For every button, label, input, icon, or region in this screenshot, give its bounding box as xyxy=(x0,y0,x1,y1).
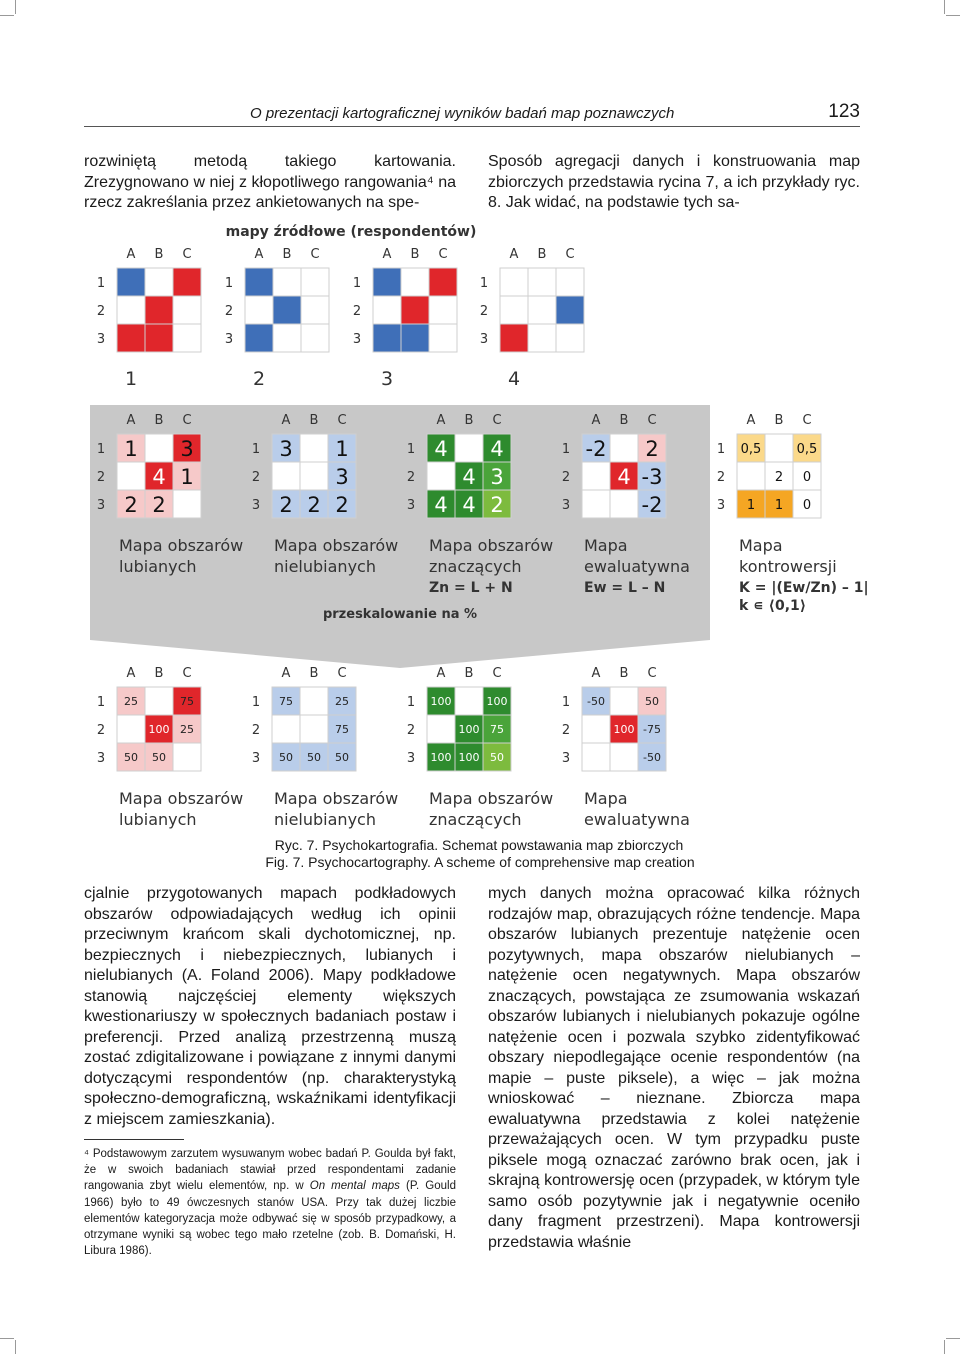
top-left-text: rozwiniętą metodą takiego kartowania. Zrezygnowano w niej z kłopotliwego rangowania⁴ na rzecz zakreślania przez ankietowanych na spe- xyxy=(84,153,456,211)
source-map-cell xyxy=(401,296,429,324)
aggregate-map-col-letter: A xyxy=(126,413,136,428)
aggregate-value: 2 xyxy=(279,493,293,517)
aggregate-value: 2 xyxy=(774,470,784,485)
percent-map-row-number: 3 xyxy=(561,751,571,766)
source-map-row-number: 3 xyxy=(352,332,362,347)
percent-value: 50 xyxy=(124,751,138,764)
aggregate-value: 2 xyxy=(645,437,659,461)
source-map-row-number: 2 xyxy=(352,304,362,319)
aggregate-map-col-letter: B xyxy=(619,413,629,428)
aggregate-value: 4 xyxy=(617,465,631,489)
percent-map-cell xyxy=(582,715,610,743)
percent-label: znaczących xyxy=(429,810,522,829)
aggregate-map-col-letter: A xyxy=(281,413,291,428)
percent-value: -50 xyxy=(643,751,661,764)
page-number: 123 xyxy=(828,101,860,122)
aggregate-map-cell xyxy=(272,462,300,490)
aggregate-map-cell xyxy=(582,490,610,518)
aggregate-map-row-number: 1 xyxy=(561,442,571,457)
percent-value: 75 xyxy=(335,723,349,736)
percent-map-col-letter: B xyxy=(154,666,164,681)
percent-map-cell xyxy=(427,715,455,743)
aggregate-map-row-number: 3 xyxy=(251,498,261,513)
source-map-cell xyxy=(273,296,301,324)
aggregate-value: 2 xyxy=(152,493,166,517)
source-map-row-number: 2 xyxy=(96,304,106,319)
aggregate-formula: k ∊ ⟨0,1⟩ xyxy=(739,598,807,614)
percent-map-cell xyxy=(582,743,610,771)
footnote-italic-title: On mental maps xyxy=(309,1180,400,1193)
aggregate-value: 1 xyxy=(335,437,349,461)
percent-value: 50 xyxy=(490,751,504,764)
source-map-cell xyxy=(528,324,556,352)
aggregate-map-row-number: 1 xyxy=(716,442,726,457)
percent-map-cell xyxy=(300,687,328,715)
aggregate-label: Mapa obszarów xyxy=(274,536,399,555)
source-map-col-letter: A xyxy=(509,247,519,262)
aggregate-map-cell xyxy=(173,490,201,518)
percent-map-row-number: 2 xyxy=(406,723,416,738)
percent-value: -50 xyxy=(587,695,605,708)
aggregate-value: 4 xyxy=(434,493,448,517)
source-map-cell xyxy=(173,324,201,352)
percent-value: 50 xyxy=(152,751,166,764)
percent-map-col-letter: A xyxy=(436,666,446,681)
crop-mark xyxy=(946,1338,960,1339)
percent-map-col-letter: C xyxy=(492,666,502,681)
source-maps-title: mapy źródłowe (respondentów) xyxy=(225,224,477,240)
aggregate-value: 4 xyxy=(462,493,476,517)
rescale-label: przeskalowanie na % xyxy=(322,607,478,622)
percent-map-row-number: 3 xyxy=(96,751,106,766)
aggregate-map-row-number: 3 xyxy=(716,498,726,513)
aggregate-map-col-letter: A xyxy=(746,413,756,428)
source-map-cell xyxy=(301,268,329,296)
aggregate-map-cell xyxy=(765,434,793,462)
percent-map-row-number: 2 xyxy=(561,723,571,738)
percent-value: 100 xyxy=(458,723,480,736)
source-map-cell xyxy=(528,268,556,296)
source-map-cell xyxy=(429,268,457,296)
source-map-cell xyxy=(528,296,556,324)
aggregate-map-row-number: 1 xyxy=(251,442,261,457)
aggregate-map-row-number: 3 xyxy=(561,498,571,513)
respondent-number: 3 xyxy=(380,368,394,390)
source-map-cell xyxy=(145,324,173,352)
aggregate-map-row-number: 1 xyxy=(406,442,416,457)
source-map-cell xyxy=(429,324,457,352)
source-map-cell xyxy=(173,296,201,324)
source-map-row-number: 3 xyxy=(479,332,489,347)
aggregate-map-cell xyxy=(117,462,145,490)
percent-map-col-letter: B xyxy=(309,666,319,681)
aggregate-map-cell xyxy=(300,462,328,490)
aggregate-value: 1 xyxy=(774,498,784,513)
percent-value: 100 xyxy=(486,695,508,708)
source-map-col-letter: A xyxy=(382,247,392,262)
source-map-row-number: 1 xyxy=(479,276,489,291)
aggregate-value: 3 xyxy=(180,437,194,461)
aggregate-map-cell xyxy=(300,434,328,462)
percent-map-row-number: 2 xyxy=(251,723,261,738)
source-map-cell xyxy=(556,268,584,296)
source-map-row-number: 1 xyxy=(224,276,234,291)
percent-map-col-letter: B xyxy=(619,666,629,681)
aggregate-label: kontrowersji xyxy=(739,557,837,576)
source-map-col-letter: A xyxy=(126,247,136,262)
aggregate-value: 3 xyxy=(335,465,349,489)
percent-map-col-letter: C xyxy=(337,666,347,681)
source-map-cell xyxy=(556,296,584,324)
aggregate-map-row-number: 1 xyxy=(96,442,106,457)
aggregate-value: 0,5 xyxy=(740,442,762,457)
percent-label: lubianych xyxy=(119,810,197,829)
aggregate-map-cell xyxy=(455,434,483,462)
aggregate-formula: Ew = L – N xyxy=(584,580,666,596)
rescale-arrow xyxy=(90,625,710,668)
percent-map-col-letter: B xyxy=(464,666,474,681)
aggregate-map-col-letter: C xyxy=(337,413,347,428)
source-map-cell xyxy=(373,296,401,324)
aggregate-map-cell xyxy=(610,490,638,518)
percent-map-row-number: 2 xyxy=(96,723,106,738)
source-map-cell xyxy=(556,324,584,352)
aggregate-map-col-letter: B xyxy=(154,413,164,428)
top-right-text: Sposób agregacji danych i konstruowania map zbiorczych przedstawia rycina 7, a ich przykłady ryc. 8. Jak widać, na podstawie tych sa- xyxy=(488,153,860,211)
percent-value: 100 xyxy=(430,751,452,764)
aggregate-value: 4 xyxy=(490,437,504,461)
aggregate-map-col-letter: C xyxy=(802,413,812,428)
aggregate-value: 2 xyxy=(307,493,321,517)
source-map-cell xyxy=(401,268,429,296)
aggregate-value: 2 xyxy=(490,493,504,517)
aggregate-map-row-number: 3 xyxy=(406,498,416,513)
source-map-cell xyxy=(429,296,457,324)
source-map-col-letter: C xyxy=(565,247,575,262)
percent-map-cell xyxy=(117,715,145,743)
aggregate-map-row-number: 2 xyxy=(406,470,416,485)
percent-map-cell xyxy=(173,743,201,771)
source-map-cell xyxy=(117,296,145,324)
source-map-cell xyxy=(117,324,145,352)
percent-value: 50 xyxy=(335,751,349,764)
aggregate-value: 0 xyxy=(802,498,812,513)
aggregate-value: 1 xyxy=(124,437,138,461)
left-column-text: cjalnie przygotowanych mapach podkładowych obszarów odpowiadających według ich opinii przeciwnym krańcom skali dychotomicznej, np. bezpiecznych i niebezpiecznych, lubianych i nielubianych (A. Foland 2006). Mapy podkładowe stanowią najczęściej elementy większych kwestionariuszy w społecznych badaniach postaw i preferencji. Przed analizą przestrzenną muszą zostać zdigitalizowane i powiązane z innymi danymi dotyczącymi respondentów (np. charakterystyką społeczno-demograficzną, wskaźnikami identyfikacji z miejscem zamieszkania). xyxy=(84,885,456,1128)
source-map-row-number: 2 xyxy=(224,304,234,319)
figure-caption-pl: Ryc. 7. Psychokartografia. Schemat powstawania map zbiorczych xyxy=(274,837,684,853)
figure-caption-en: Fig. 7. Psychocartography. A scheme of comprehensive map creation xyxy=(265,854,695,870)
footnote: ⁴ Podstawowym zarzutem wysuwanym wobec badań P. Goulda był fakt, że w swoich badaniach stawiał przed respondentami zadanie rangowania zbyt wielu elementów, np. w On mental maps (P. Gould 1966) było to 49 ówczesnych stanów USA. Przy tak dużej liczbie elementów kategoryzacja może odbywać się w sposób przypadkowy, a otrzymane wyniki są wobec tego mało rzetelne (zob. B. Domański, H. Libura 1986). xyxy=(84,1148,456,1258)
aggregate-map-cell xyxy=(145,434,173,462)
aggregate-value: 3 xyxy=(490,465,504,489)
percent-map-cell xyxy=(610,687,638,715)
percent-value: 25 xyxy=(180,723,194,736)
aggregate-value: 0,5 xyxy=(796,442,818,457)
aggregate-value: -2 xyxy=(585,437,607,461)
aggregate-value: 1 xyxy=(746,498,756,513)
aggregate-label: Mapa xyxy=(739,536,783,555)
crop-mark xyxy=(15,1340,16,1354)
percent-label: Mapa xyxy=(584,789,628,808)
aggregate-map-row-number: 2 xyxy=(96,470,106,485)
footnote-rule xyxy=(84,1139,184,1140)
percent-value: 75 xyxy=(279,695,293,708)
percent-map-row-number: 1 xyxy=(96,695,106,710)
aggregate-value: 2 xyxy=(335,493,349,517)
source-map-cell xyxy=(273,324,301,352)
aggregate-label: lubianych xyxy=(119,557,197,576)
source-map-cell xyxy=(173,268,201,296)
percent-value: 75 xyxy=(490,723,504,736)
percent-label: Mapa obszarów xyxy=(429,789,554,808)
percent-map-cell xyxy=(145,687,173,715)
aggregate-label: Mapa xyxy=(584,536,628,555)
aggregate-map-row-number: 2 xyxy=(251,470,261,485)
aggregate-value: 4 xyxy=(462,465,476,489)
source-map-col-letter: B xyxy=(282,247,292,262)
source-map-cell xyxy=(245,296,273,324)
percent-map-row-number: 3 xyxy=(406,751,416,766)
respondent-number: 4 xyxy=(507,368,521,390)
respondent-number: 1 xyxy=(124,368,138,390)
percent-label: Mapa obszarów xyxy=(274,789,399,808)
aggregate-map-col-letter: C xyxy=(182,413,192,428)
aggregate-map-row-number: 3 xyxy=(96,498,106,513)
source-map-cell xyxy=(301,296,329,324)
crop-mark xyxy=(944,1340,945,1354)
source-map-col-letter: B xyxy=(537,247,547,262)
aggregate-value: 0 xyxy=(802,470,812,485)
percent-value: 25 xyxy=(124,695,138,708)
percent-label: ewaluatywna xyxy=(584,810,690,829)
source-map-row-number: 3 xyxy=(224,332,234,347)
aggregate-label: ewaluatywna xyxy=(584,557,690,576)
aggregate-map-col-letter: B xyxy=(774,413,784,428)
percent-map-row-number: 3 xyxy=(251,751,261,766)
aggregate-map-cell xyxy=(610,434,638,462)
source-map-row-number: 3 xyxy=(96,332,106,347)
aggregate-value: 2 xyxy=(124,493,138,517)
aggregate-label: nielubianych xyxy=(274,557,376,576)
aggregate-formula: K = |(Ew/Zn) – 1| xyxy=(739,580,869,596)
percent-value: 100 xyxy=(430,695,452,708)
percent-label: Mapa obszarów xyxy=(119,789,244,808)
aggregate-formula: Zn = L + N xyxy=(429,580,513,596)
crop-mark xyxy=(0,1338,14,1339)
source-map-col-letter: C xyxy=(310,247,320,262)
percent-map-col-letter: C xyxy=(182,666,192,681)
source-map-cell xyxy=(373,268,401,296)
source-map-col-letter: C xyxy=(438,247,448,262)
source-map-cell xyxy=(500,268,528,296)
percent-value: 50 xyxy=(279,751,293,764)
aggregate-map-cell xyxy=(582,462,610,490)
aggregate-value: -3 xyxy=(641,465,663,489)
percent-value: 100 xyxy=(458,751,480,764)
percent-value: 25 xyxy=(335,695,349,708)
source-map-cell xyxy=(145,268,173,296)
percent-map-row-number: 1 xyxy=(251,695,261,710)
source-map-col-letter: C xyxy=(182,247,192,262)
right-column-text: mych danych można opracować kilka różnych rodzajów map, obrazujących różne tendencje. Mapa obszarów lubianych prezentuje natężenie ocen pozytywnych, mapa obszarów nielubianych – natężenie ocen negatywnych. Mapa obszarów znaczących, powstająca ze zsumowania wskazań obszarów lubianych i nielubianych pokazuje ogólne natężenie ocen i pozwala szybko zidentyfikować obszary niepodlegające ocenie respondentów (na mapie – puste piksele), a więc – jak można wnioskować – nieznane. Zbiorcza mapa ewaluatywna przedstawia z kolei natężenie przeważających ocen. W tym przypadku puste piksele mogą oznaczać zarówno brak ocen, jak i skrajną kontrowersję ocen (przypadek, w którym tyle samo osób pozytywnie jak i negatywnie oceniło dany fragment przestrzeni). Mapa kontrowersji przedstawia właśnie xyxy=(488,885,860,1251)
source-map-cell xyxy=(273,268,301,296)
aggregate-map-cell xyxy=(737,462,765,490)
aggregate-map-col-letter: C xyxy=(647,413,657,428)
aggregate-label: znaczących xyxy=(429,557,522,576)
aggregate-map-cell xyxy=(427,462,455,490)
aggregate-value: 3 xyxy=(279,437,293,461)
respondent-number: 2 xyxy=(252,368,266,390)
aggregate-map-row-number: 2 xyxy=(716,470,726,485)
source-map-cell xyxy=(373,324,401,352)
aggregate-map-col-letter: A xyxy=(436,413,446,428)
source-map-col-letter: A xyxy=(254,247,264,262)
percent-map-cell xyxy=(610,743,638,771)
source-map-cell xyxy=(145,296,173,324)
aggregate-map-col-letter: B xyxy=(309,413,319,428)
aggregate-value: 4 xyxy=(152,465,166,489)
source-map-col-letter: B xyxy=(410,247,420,262)
source-map-row-number: 1 xyxy=(352,276,362,291)
source-map-cell xyxy=(117,268,145,296)
aggregate-value: 1 xyxy=(180,465,194,489)
aggregate-map-col-letter: C xyxy=(492,413,502,428)
source-map-cell xyxy=(245,324,273,352)
source-map-col-letter: B xyxy=(154,247,164,262)
source-map-row-number: 2 xyxy=(479,304,489,319)
aggregate-value: 4 xyxy=(434,437,448,461)
percent-value: 100 xyxy=(613,723,635,736)
percent-map-cell xyxy=(300,715,328,743)
source-map-cell xyxy=(245,268,273,296)
aggregate-label: Mapa obszarów xyxy=(429,536,554,555)
aggregate-value: -2 xyxy=(641,493,663,517)
percent-value: 50 xyxy=(307,751,321,764)
percent-map-row-number: 1 xyxy=(561,695,571,710)
source-map-cell xyxy=(301,324,329,352)
source-map-cell xyxy=(500,324,528,352)
aggregate-map-row-number: 2 xyxy=(561,470,571,485)
source-map-cell xyxy=(500,296,528,324)
aggregate-label: Mapa obszarów xyxy=(119,536,244,555)
source-map-cell xyxy=(401,324,429,352)
percent-map-col-letter: C xyxy=(647,666,657,681)
percent-map-cell xyxy=(455,687,483,715)
percent-value: -75 xyxy=(643,723,661,736)
aggregate-map-col-letter: B xyxy=(464,413,474,428)
percent-map-col-letter: A xyxy=(281,666,291,681)
percent-map-col-letter: A xyxy=(591,666,601,681)
percent-label: nielubianych xyxy=(274,810,376,829)
aggregate-map-col-letter: A xyxy=(591,413,601,428)
percent-value: 100 xyxy=(148,723,170,736)
running-header: O prezentacji kartograficznej wyników badań map poznawczych xyxy=(250,105,675,122)
percent-value: 50 xyxy=(645,695,659,708)
percent-map-cell xyxy=(272,715,300,743)
percent-map-col-letter: A xyxy=(126,666,136,681)
percent-value: 75 xyxy=(180,695,194,708)
percent-map-row-number: 1 xyxy=(406,695,416,710)
source-map-row-number: 1 xyxy=(96,276,106,291)
